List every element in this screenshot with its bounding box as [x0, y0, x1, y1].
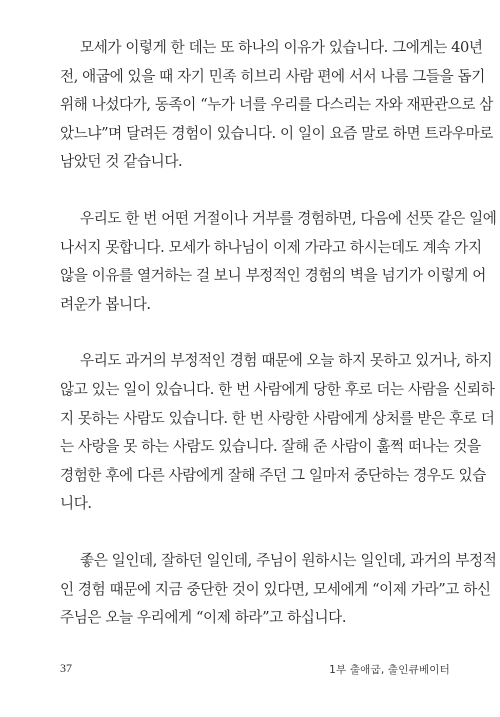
text-line: 않을 이유를 열거하는 걸 보니 부정적인 경험의 벽을 넘기가 이렇게 어	[60, 267, 486, 285]
text-line: 지 못하는 사람도 있습니다. 한 번 사랑한 사람에게 상처를 받은 후로 더	[60, 409, 495, 427]
page-number: 37	[60, 661, 72, 675]
text-line: 좋은 일인데, 잘하던 일인데, 주님이 원하시는 일인데, 과거의 부정적	[80, 551, 497, 569]
text-line: 남았던 것 같습니다.	[60, 153, 183, 171]
text-line: 우리도 한 번 어떤 거절이나 거부를 경험하면, 다음에 선뜻 같은 일에	[80, 209, 497, 227]
text-line: 않고 있는 일이 있습니다. 한 번 사람에게 당한 후로 더는 사람을 신뢰하	[60, 380, 495, 398]
paragraph-3	[60, 347, 495, 519]
running-head: 1부 출애굽, 출인큐베이터	[329, 664, 450, 676]
text-line: 니다.	[60, 495, 92, 513]
text-line: 전, 애굽에 있을 때 자기 민족 히브리 사람 편에 서서 나름 그들을 돕기	[60, 67, 485, 85]
paragraph-gap	[60, 177, 460, 205]
text-line: 경험한 후에 다른 사람에게 잘해 주던 그 일마저 중단하는 경우도 있습	[60, 466, 486, 484]
paragraph-gap	[60, 519, 460, 547]
body-text	[60, 34, 497, 633]
text-line: 인 경험 때문에 지금 중단한 것이 있다면, 모세에게 “이제 가라”고 하신	[60, 580, 491, 598]
text-line: 는 사랑을 못 하는 사람도 있습니다. 잘해 준 사람이 훌쩍 떠나는 것을	[60, 438, 481, 456]
text-line: 우리도 과거의 부정적인 경험 때문에 오늘 하지 못하고 있거나, 하지	[80, 352, 493, 370]
text-line: 위해 나섰다가, 동족이 “누가 너를 우리를 다스리는 자와 재판관으로 삼	[60, 96, 493, 114]
paragraph-2	[60, 205, 497, 319]
text-line: 았느냐”며 달려든 경험이 있습니다. 이 일이 요즘 말로 하면 트라우마로	[60, 124, 493, 142]
paragraph-1	[60, 34, 493, 177]
paragraph-gap	[60, 319, 460, 347]
text-line: 모세가 이렇게 한 데는 또 하나의 이유가 있습니다. 그에게는 40년	[80, 39, 483, 56]
text-line: 주님은 오늘 우리에게 “이제 하라”고 하십니다.	[60, 609, 347, 627]
paragraph-4	[60, 547, 497, 633]
text-line: 나서지 못합니다. 모세가 하나님이 이제 가라고 하시는데도 계속 가지	[60, 238, 482, 256]
text-line: 려운가 봅니다.	[60, 295, 151, 313]
